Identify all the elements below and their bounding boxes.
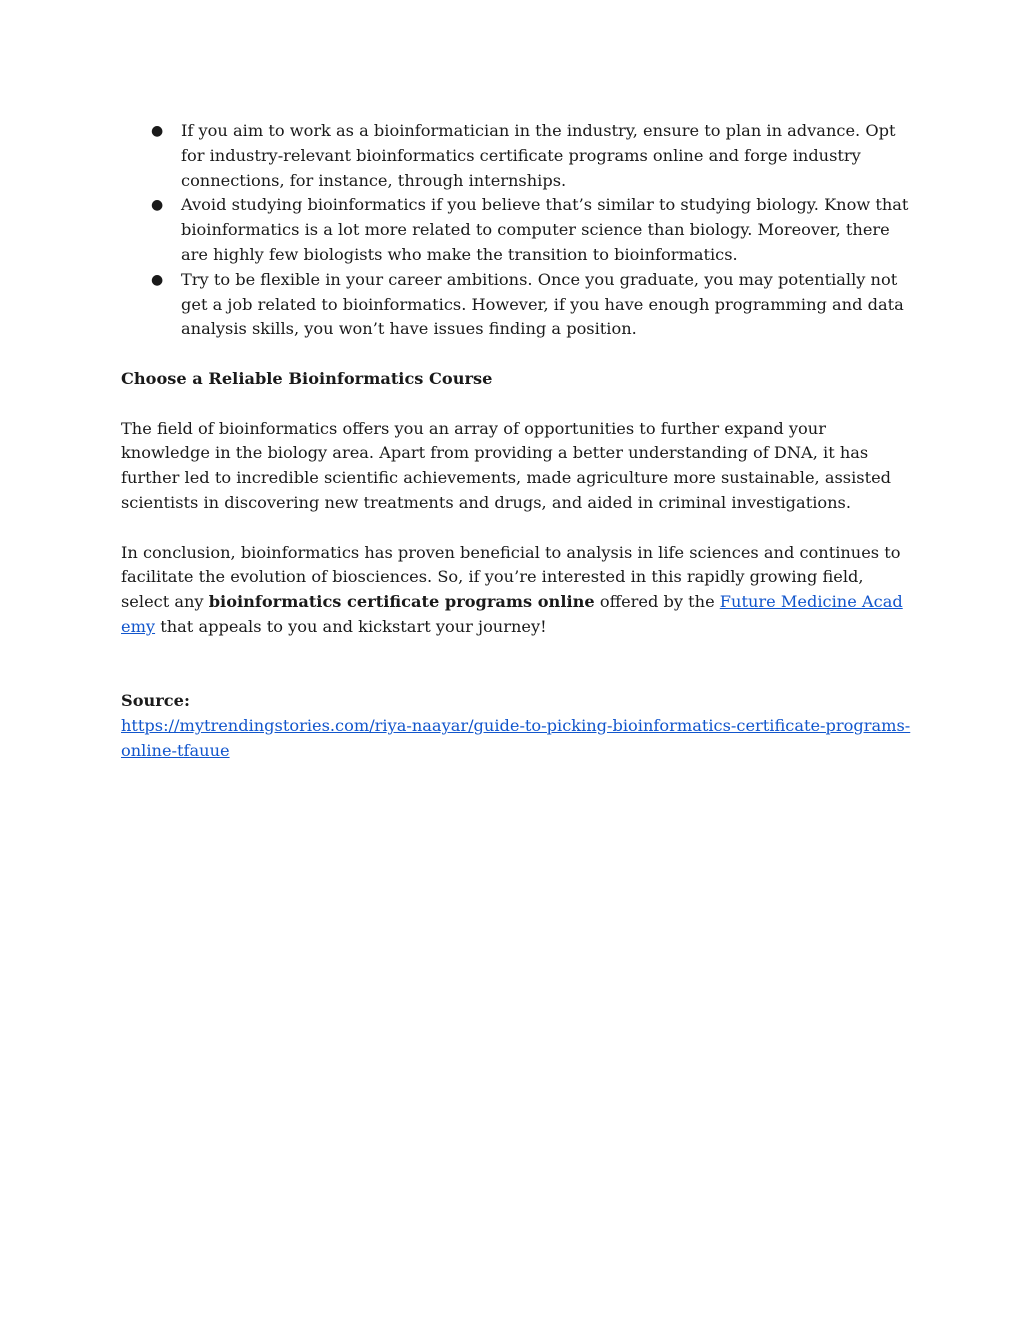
spacer (121, 342, 911, 367)
conclusion-text-after: that appeals to you and kickstart your journey! (155, 616, 547, 636)
section-heading: Choose a Reliable Bioinformatics Course (121, 368, 493, 388)
future-medicine-academy-link[interactable]: Future Medicine Academy (121, 592, 903, 636)
list-item-text: Avoid studying bioinformatics if you believe that’s similar to studying biology. Know that bioinformatics is a lot more related to computer science than biology. Moreover, there are highly few biologists who make the transition to bioinformatics. (181, 195, 909, 264)
bold-keyword: bioinformatics certificate programs online (208, 592, 595, 612)
source-url-link[interactable]: https://mytrendingstories.com/riya-naayar/guide-to-picking-bioinformatics-certificate-programs-online-tfauue (121, 716, 911, 760)
document-page (121, 119, 911, 764)
conclusion-text-before: In conclusion, bioinformatics has proven beneficial to analysis in life sciences and continues to facilitate the evolution of biosciences. So, if you’re interested in this rapidly growing field, select any (121, 542, 901, 612)
spacer (121, 516, 911, 541)
list-item (121, 193, 911, 267)
list-item (121, 119, 911, 193)
list-item-text: Try to be flexible in your career ambitions. Once you graduate, you may potentially not get a job related to bioinformatics. However, if you have enough programming and data analysis skills, you won’t have issues finding a position. (181, 269, 904, 339)
conclusion-text-middle: offered by the (594, 592, 720, 612)
spacer (121, 640, 911, 665)
body-paragraph: The field of bioinformatics offers you an array of opportunities to further expand your knowledge in the biology area. Apart from providing a better understanding of DNA, it has further led to incredible scientific achievements, made agriculture more sustainable, assisted scientists in discovering new treatments and drugs, and aided in criminal investigations. (121, 418, 892, 512)
bullet-icon: ● (151, 123, 164, 139)
conclusion-paragraph (121, 541, 911, 640)
list-item-text: If you aim to work as a bioinformatician in the industry, ensure to plan in advance. Opt for industry-relevant bioinformatics certificate programs online and forge industry connections, for instance, through internships. (181, 121, 896, 190)
tips-bullet-list (121, 119, 911, 342)
source-label: Source: (121, 691, 190, 711)
bullet-icon: ● (151, 197, 164, 214)
list-item (121, 268, 911, 342)
spacer (121, 665, 911, 690)
spacer (121, 392, 911, 417)
bullet-icon: ● (151, 271, 164, 288)
